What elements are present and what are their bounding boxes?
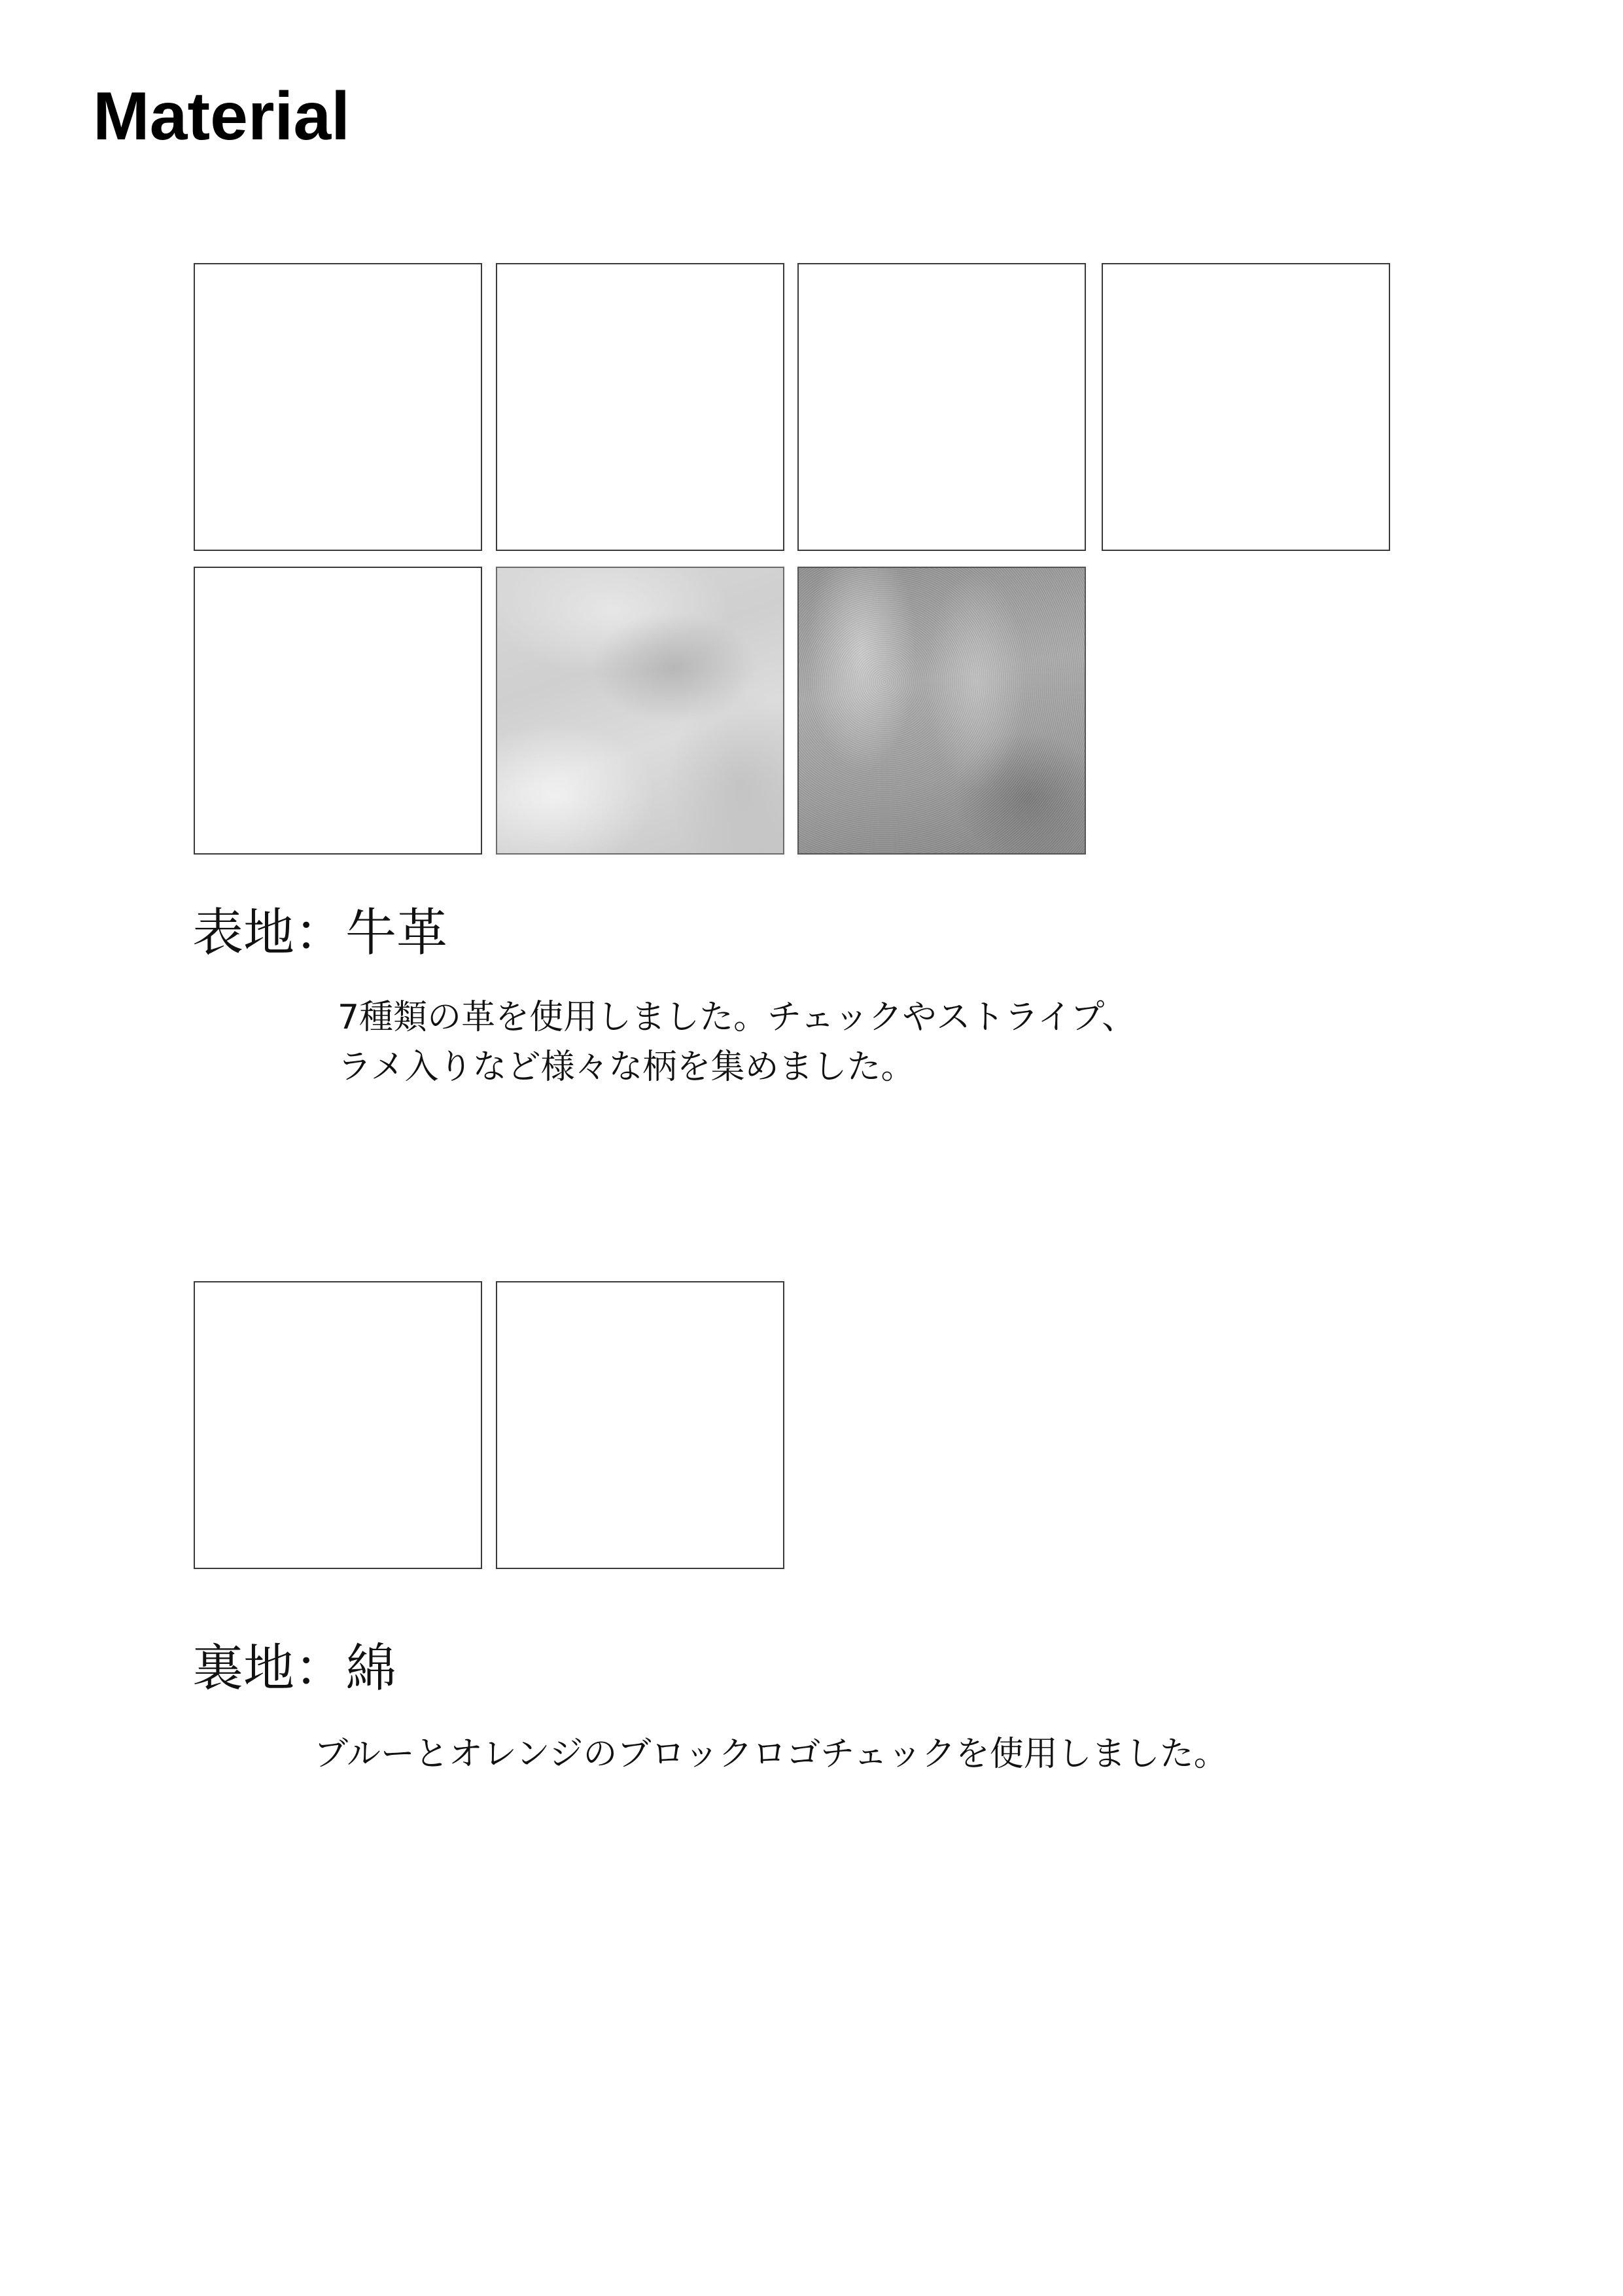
outer-swatch-5 (194, 567, 482, 855)
lining-material-heading: 裏地：綿 (192, 1639, 397, 1698)
outer-swatch-4 (1102, 263, 1390, 551)
outer-material-description-line-1: 7種類の革を使用しました。チェックやストライプ、 (338, 998, 1136, 1037)
outer-swatch-2 (496, 263, 784, 551)
outer-material-description-line-2: ラメ入りなど様々な柄を集めました。 (338, 1048, 915, 1087)
outer-swatch-1 (194, 263, 482, 551)
outer-swatch-3 (797, 263, 1086, 551)
outer-material-heading: 表地：牛革 (192, 904, 448, 963)
lining-material-description: ブルーとオレンジのブロックロゴチェックを使用しました。 (314, 1735, 1228, 1774)
outer-swatch-7-silver-glitter-leather (797, 567, 1086, 855)
outer-swatch-6-light-grey-leather (496, 567, 784, 855)
lining-swatch-1 (194, 1281, 482, 1569)
lining-swatch-2 (496, 1281, 784, 1569)
page-title: Material (93, 79, 351, 154)
